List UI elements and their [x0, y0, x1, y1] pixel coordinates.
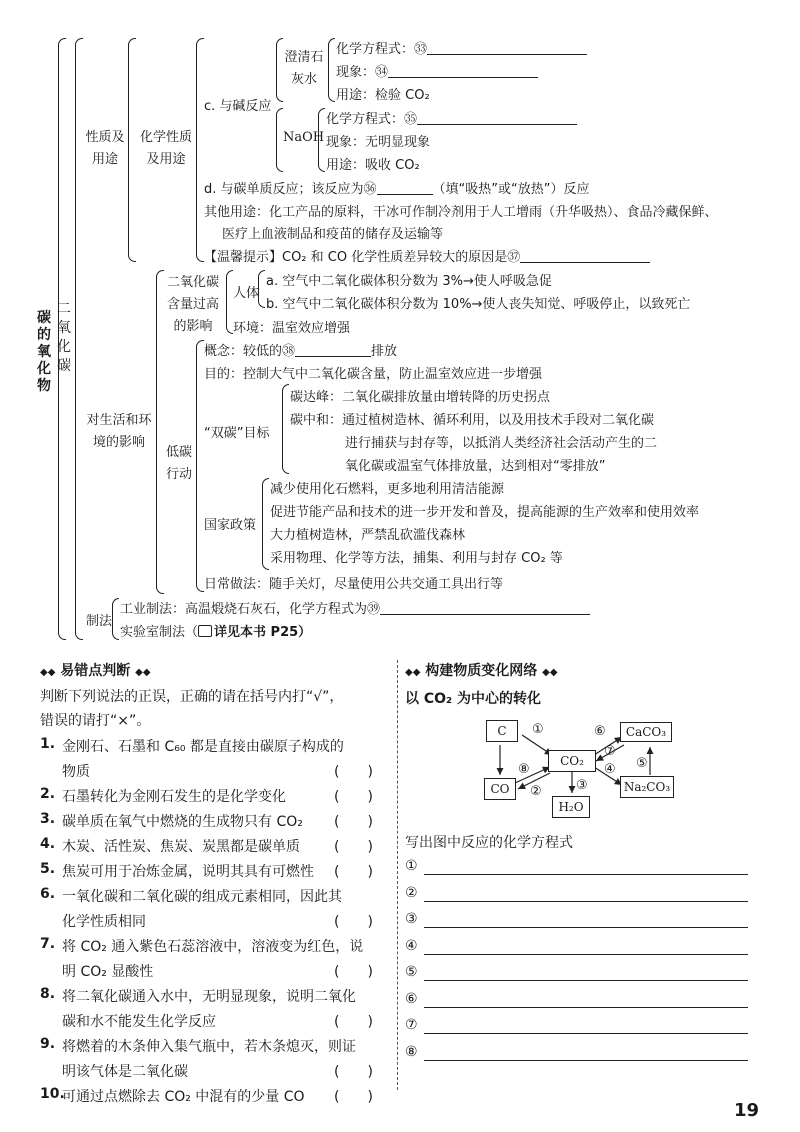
- node-naoh: NaOH: [283, 130, 325, 145]
- judge-item-text-cont: 碳和水不能发生化学反应: [62, 1014, 216, 1030]
- judge-item-number: 10.: [40, 1086, 65, 1102]
- equation-write-line[interactable]: [424, 1060, 748, 1061]
- network-sub: 以 CO₂ 为中心的转化: [405, 691, 542, 707]
- judge-item-text-cont: 明 CO₂ 显酸性: [62, 964, 154, 980]
- policy-2: 促进节能产品和技术的进一步开发和普及，提高能源的生产效率和使用效率: [270, 505, 700, 520]
- naoh-use: 用途：吸收 CO₂: [326, 158, 420, 173]
- judge-item-number: 5.: [40, 861, 56, 877]
- equation-line-label: ②: [405, 884, 418, 901]
- answer-parens[interactable]: ( ): [334, 864, 373, 880]
- equation-write-line[interactable]: [424, 874, 748, 875]
- co2-label: 二氧化碳: [57, 301, 71, 374]
- other-use-2: 医疗上血液制品和疫苗的储存及运输等: [222, 227, 444, 242]
- answer-parens[interactable]: ( ): [334, 839, 373, 855]
- equation-line-label: ⑥: [405, 990, 418, 1007]
- judge-item-text: 金刚石、石墨和 C₆₀ 都是直接由碳原子构成的: [62, 739, 344, 755]
- root-label: 碳的氧化物: [37, 310, 51, 394]
- equation-write-line[interactable]: [424, 927, 748, 928]
- judge-item-number: 7.: [40, 936, 56, 952]
- bracket-prop: [128, 38, 136, 262]
- d-line: d. 与碳单质反应；该反应为㊱ （填“吸热”或“放热”）反应: [204, 182, 590, 197]
- node-co2-box: CO₂: [548, 750, 596, 772]
- bracket-policy: [262, 478, 269, 570]
- node-make: 制法: [86, 614, 113, 629]
- node-high: 二氧化碳含量过高的影响: [166, 275, 219, 334]
- network-title: ◆◆ 构建物质变化网络 ◆◆: [405, 663, 558, 679]
- naoh-phen: 现象：无明显现象: [326, 135, 431, 150]
- bracket-naoh: [276, 108, 283, 172]
- bracket-humanitems: [258, 270, 265, 308]
- judge-item-text-cont: 明该气体是二氧化碳: [62, 1064, 188, 1080]
- network-prompt: 写出图中反应的化学方程式: [405, 835, 573, 851]
- human-a: a. 空气中二氧化碳体积分数为 3%→使人呼吸急促: [266, 274, 552, 289]
- node-chem: 化学性质及用途: [139, 130, 192, 167]
- mark-5: ⑤: [636, 756, 648, 771]
- node-policy: 国家政策: [204, 518, 257, 533]
- judge-item-number: 8.: [40, 986, 56, 1002]
- neutral-2: 进行捕获与封存等，以抵消人类经济社会活动产生的二: [345, 436, 658, 451]
- neutral-3: 氧化碳或温室气体排放量，达到相对“零排放”: [345, 459, 606, 474]
- judge-item-number: 3.: [40, 811, 56, 827]
- equation-write-line[interactable]: [424, 901, 748, 902]
- page-number: 19: [734, 1100, 760, 1121]
- node-co-box: CO: [484, 778, 516, 800]
- mark-2: ②: [530, 784, 542, 799]
- answer-parens[interactable]: ( ): [334, 1014, 373, 1030]
- answer-parens[interactable]: ( ): [334, 914, 373, 930]
- policy-4: 采用物理、化学等方法，捕集、利用与封存 CO₂ 等: [270, 551, 563, 566]
- tip: 【温馨提示】CO₂ 和 CO 化学性质差异较大的原因是㊲: [204, 246, 650, 265]
- neutral-1: 碳中和：通过植树造林、循环利用，以及用技术手段对二氧化碳: [290, 413, 655, 428]
- node-low: 低碳行动: [165, 445, 192, 482]
- bracket-lime: [276, 38, 283, 102]
- bracket-env: [156, 270, 164, 594]
- mark-1: ①: [532, 722, 544, 737]
- node-na2co3-box: Na₂CO₃: [620, 776, 674, 798]
- judge-item-number: 1.: [40, 736, 56, 752]
- node-c: c. 与碱反应: [204, 99, 272, 114]
- judge-item-text: 碳单质在氧气中燃烧的生成物只有 CO₂: [62, 814, 303, 830]
- judge-item-number: 2.: [40, 786, 56, 802]
- mark-4: ④: [604, 762, 616, 777]
- purpose: 目的：控制大气中二氧化碳含量，防止温室效应进一步增强: [204, 367, 543, 382]
- concept: 概念：较低的㊳ 排放: [204, 344, 398, 359]
- equation-write-line[interactable]: [424, 980, 748, 981]
- answer-parens[interactable]: ( ): [334, 764, 373, 780]
- judge-intro-2: 错误的请打“×”。: [40, 713, 151, 729]
- bracket-human: [226, 270, 233, 334]
- other-use-1: 其他用途：化工产品的原料，干冰可作制冷剂用于人工增雨（升华吸热）、食品冷藏保鲜、: [204, 205, 718, 220]
- bracket-co2: [75, 38, 83, 640]
- judge-item-text: 一氧化碳和二氧化碳的组成元素相同，因此其: [62, 889, 342, 905]
- equation-line-label: ③: [405, 911, 418, 927]
- judge-item-text: 石墨转化为金刚石发生的是化学变化: [62, 789, 286, 805]
- judge-item-text-cont: 化学性质相同: [62, 914, 146, 930]
- judge-item-text: 将 CO₂ 通入紫色石蕊溶液中，溶液变为红色，说: [62, 939, 364, 955]
- bracket-dual: [282, 384, 289, 474]
- judge-item-text: 焦炭可用于冶炼金属，说明其具有可燃性: [62, 864, 314, 880]
- node-c-box: C: [486, 720, 518, 742]
- industrial: 工业制法：高温煅烧石灰石，化学方程式为㊴: [120, 598, 590, 617]
- lime-phen: 现象：㉞: [336, 61, 538, 80]
- equation-line-label: ⑤: [405, 964, 418, 980]
- node-prop: 性质及用途: [85, 130, 125, 167]
- answer-parens[interactable]: ( ): [334, 964, 373, 980]
- answer-parens[interactable]: ( ): [334, 789, 373, 805]
- bracket-limeitems: [328, 38, 335, 102]
- lab: 实验室制法（ 详见本书 P25）: [120, 625, 312, 640]
- judge-item-number: 4.: [40, 836, 56, 852]
- judge-intro-1: 判断下列说法的正误，正确的请在括号内打“√”，: [40, 689, 344, 705]
- daily: 日常做法：随手关灯，尽量使用公共交通工具出行等: [204, 577, 504, 592]
- policy-1: 减少使用化石燃料，更多地利用清洁能源: [270, 482, 505, 497]
- answer-parens[interactable]: ( ): [334, 1089, 373, 1105]
- mark-7: ⑦: [604, 744, 616, 759]
- node-envimpact: 环境：温室效应增强: [233, 321, 351, 336]
- mark-6: ⑥: [594, 724, 606, 739]
- node-caco3-box: CaCO₃: [620, 722, 672, 742]
- human-b: b. 空气中二氧化碳体积分数为 10%→使人丧失知觉、呼吸停止，以致死亡: [266, 297, 691, 312]
- equation-write-line[interactable]: [424, 1007, 748, 1008]
- judge-item-number: 9.: [40, 1036, 56, 1052]
- naoh-eq: 化学方程式：㉟: [326, 108, 577, 127]
- equation-write-line[interactable]: [424, 954, 748, 955]
- policy-3: 大力植树造林，严禁乱砍滥伐森林: [270, 528, 466, 543]
- node-env: 对生活和环境的影响: [86, 413, 152, 450]
- mark-3: ③: [576, 778, 588, 793]
- judge-title: ◆◆ 易错点判断 ◆◆: [40, 663, 151, 679]
- column-divider: [397, 660, 398, 1090]
- judge-item-text-cont: 物质: [62, 764, 90, 780]
- node-h2o-box: H₂O: [552, 796, 590, 818]
- judge-item-number: 6.: [40, 886, 56, 902]
- node-human: 人体: [233, 286, 260, 301]
- equation-line-label: ⑦: [405, 1017, 418, 1033]
- peak: 碳达峰：二氧化碳排放量由增转降的历史拐点: [290, 390, 551, 405]
- judge-item-text: 木炭、活性炭、焦炭、炭黑都是碳单质: [62, 839, 300, 855]
- equation-line-label: ①: [405, 858, 418, 874]
- equation-line-label: ⑧: [405, 1043, 418, 1060]
- bracket-low: [196, 340, 204, 592]
- answer-parens[interactable]: ( ): [334, 814, 373, 830]
- judge-item-text: 可通过点燃除去 CO₂ 中混有的少量 CO: [62, 1089, 305, 1105]
- equation-write-line[interactable]: [424, 1033, 748, 1034]
- node-dual: “双碳”目标: [204, 426, 270, 441]
- node-lime: 澄清石灰水: [284, 50, 324, 87]
- book-ref-icon: [198, 625, 212, 637]
- judge-item-text: 将二氧化碳通入水中，无明显现象，说明二氧化: [62, 989, 356, 1005]
- lime-eq: 化学方程式：㉝: [336, 38, 587, 57]
- judge-item-text: 将燃着的木条伸入集气瓶中，若木条熄灭，则证: [62, 1039, 356, 1055]
- equation-line-label: ④: [405, 937, 418, 954]
- bracket-make: [112, 598, 119, 640]
- answer-parens[interactable]: ( ): [334, 1064, 373, 1080]
- lime-use: 用途：检验 CO₂: [336, 88, 430, 103]
- mark-8: ⑧: [518, 762, 530, 777]
- bracket-chem: [196, 38, 204, 262]
